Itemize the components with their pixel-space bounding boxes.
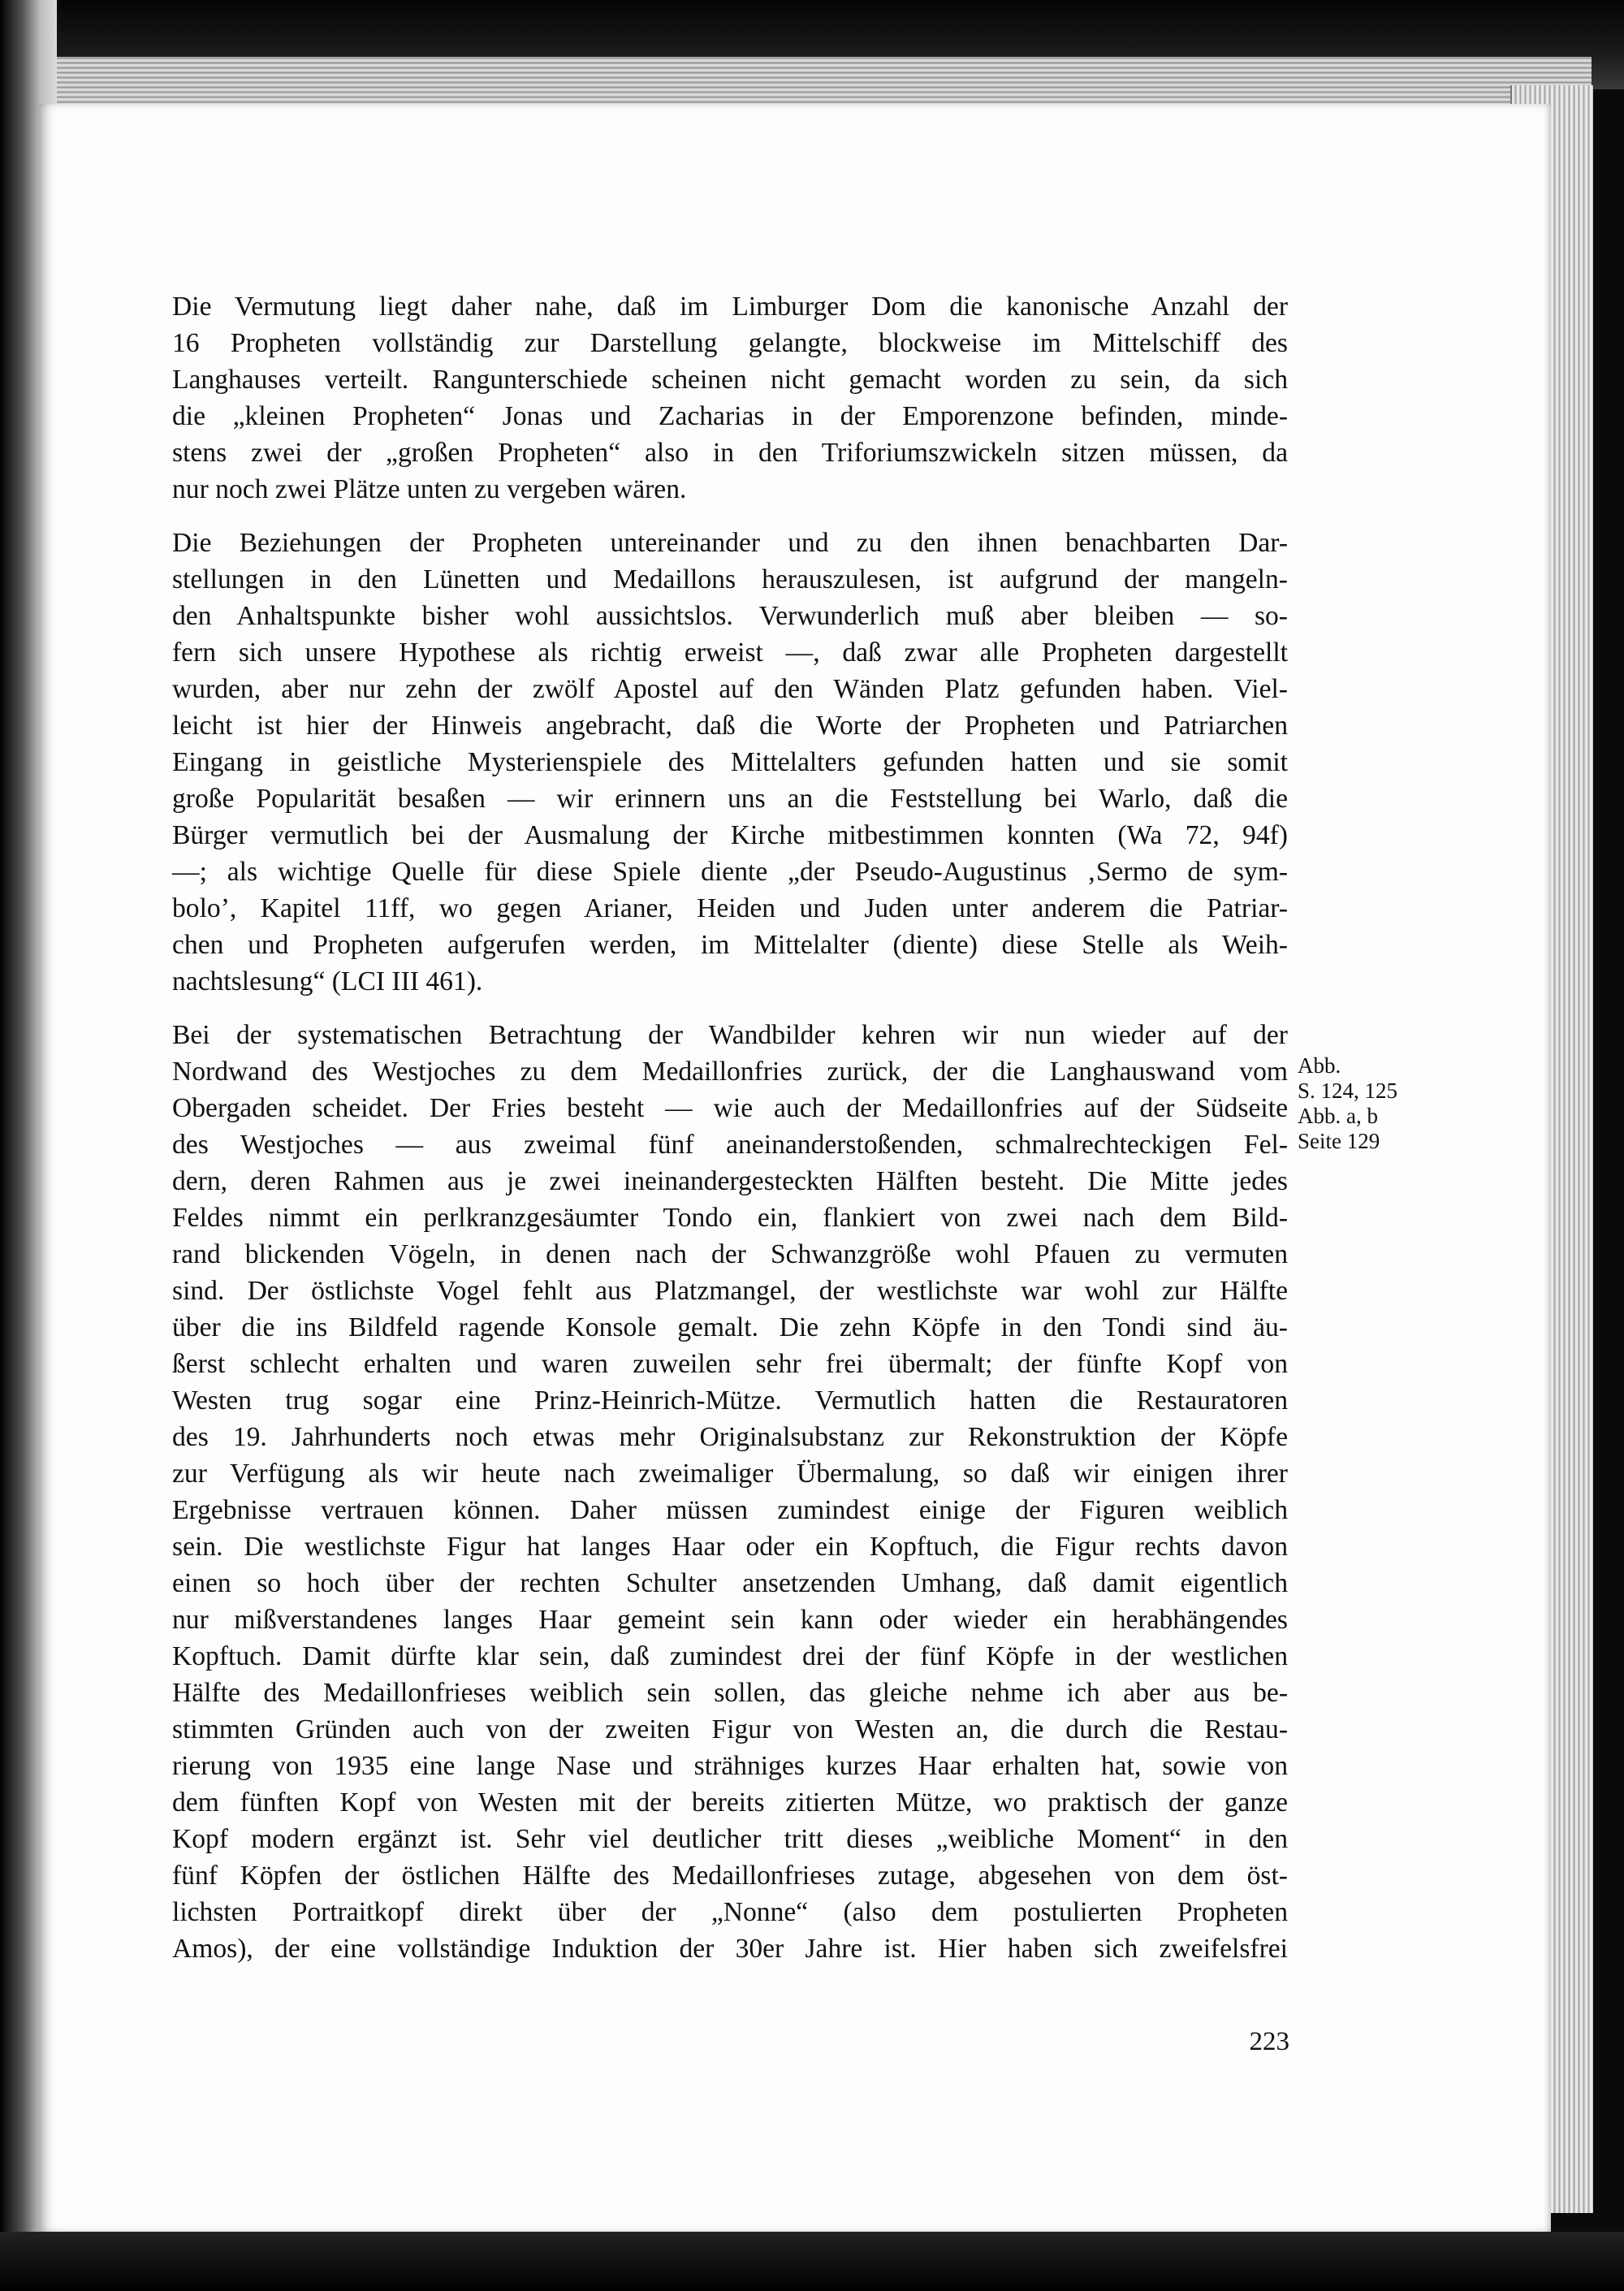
paragraph-3: [172, 1017, 1288, 1967]
text-line: ßerst schlecht erhalten und waren zuweilen sehr frei übermalt; der fünfte Kopf von: [172, 1349, 1288, 1379]
text-line: dern, deren Rahmen aus je zwei ineinandergesteckten Hälften besteht. Die Mitte jedes: [172, 1166, 1288, 1196]
text-line: 16 Propheten vollständig zur Darstellung gelangte, blockweise im Mittelschiff des: [172, 328, 1288, 358]
paragraph-2: [172, 525, 1288, 1000]
margin-note-line: S. 124, 125: [1298, 1078, 1398, 1103]
text-line: sein. Die westlichste Figur hat langes Haar oder ein Kopftuch, die Figur rechts davon: [172, 1532, 1288, 1562]
text-line: —; als wichtige Quelle für diese Spiele diente „der Pseudo-Augustinus ‚Sermo de sym-: [172, 857, 1288, 887]
text-line: zur Verfügung als wir heute nach zweimaliger Übermalung, so daß wir einigen ihrer: [172, 1459, 1288, 1489]
text-line: rierung von 1935 eine lange Nase und strähniges kurzes Haar erhalten hat, sowie von: [172, 1751, 1288, 1781]
text-line: sind. Der östlichste Vogel fehlt aus Platzmangel, der westlichste war wohl zur Hälfte: [172, 1276, 1288, 1306]
text-line: Bürger vermutlich bei der Ausmalung der Kirche mitbestimmen konnten (Wa 72, 94f): [172, 820, 1288, 850]
text-line: große Popularität besaßen — wir erinnern uns an die Feststellung bei Warlo, daß die: [172, 784, 1288, 814]
text-line: bolo’, Kapitel 11ff, wo gegen Arianer, Heiden und Juden unter anderem die Patriar-: [172, 893, 1288, 923]
text-line: stimmten Gründen auch von der zweiten Figur von Westen an, die durch die Restau-: [172, 1714, 1288, 1744]
text-line: leicht ist hier der Hinweis angebracht, daß die Worte der Propheten und Patriarchen: [172, 711, 1288, 741]
text-line: Feldes nimmt ein perlkranzgesäumter Tondo ein, flankiert von zwei nach dem Bild-: [172, 1203, 1288, 1233]
text-line: wurden, aber nur zehn der zwölf Apostel auf den Wänden Platz gefunden haben. Viel-: [172, 674, 1288, 704]
text-line: Die Beziehungen der Propheten untereinander und zu den ihnen benachbarten Dar-: [172, 528, 1288, 558]
text-line: Eingang in geistliche Mysterienspiele des Mittelalters gefunden hatten und sie somit: [172, 747, 1288, 777]
text-line: des Westjoches — aus zweimal fünf aneinanderstoßenden, schmalrechteckigen Fel-: [172, 1130, 1288, 1160]
margin-note-line: Seite 129: [1298, 1129, 1380, 1153]
text-line: Kopftuch. Damit dürfte klar sein, daß zumindest drei der fünf Köpfe in der westlichen: [172, 1641, 1288, 1671]
text-line: dem fünften Kopf von Westen mit der bereits zitierten Mütze, wo praktisch der ganze: [172, 1787, 1288, 1818]
scan-bottom-edge: [0, 2232, 1624, 2291]
margin-note-figure-reference: [1298, 1053, 1452, 1154]
text-line: stens zwei der „großen Propheten“ also in den Triforiumszwickeln sitzen müssen, da: [172, 438, 1288, 468]
text-line: einen so hoch über der rechten Schulter ansetzenden Umhang, daß damit eigentlich: [172, 1568, 1288, 1598]
text-line: Ergebnisse vertrauen können. Daher müssen zumindest einige der Figuren weiblich: [172, 1495, 1288, 1525]
paragraph-1: [172, 288, 1288, 508]
text-line: Langhauses verteilt. Rangunterschiede scheinen nicht gemacht worden zu sein, da sich: [172, 365, 1288, 395]
text-line: fern sich unsere Hypothese als richtig erweist —, daß zwar alle Propheten dargestellt: [172, 638, 1288, 668]
text-line: fünf Köpfen der östlichen Hälfte des Medaillonfrieses zutage, abgesehen von dem öst-: [172, 1861, 1288, 1891]
text-line: Hälfte des Medaillonfrieses weiblich sein sollen, das gleiche nehme ich aber aus be-: [172, 1678, 1288, 1708]
text-line: des 19. Jahrhunderts noch etwas mehr Originalsubstanz zur Rekonstruktion der Köpfe: [172, 1422, 1288, 1452]
text-line: nur noch zwei Plätze unten zu vergeben wären.: [172, 474, 687, 504]
text-line: stellungen in den Lünetten und Medaillons herauszulesen, ist aufgrund der mangeln-: [172, 564, 1288, 594]
body-text: [172, 288, 1288, 1967]
text-line: Nordwand des Westjoches zu dem Medaillonfries zurück, der die Langhauswand vom: [172, 1057, 1288, 1087]
page-number: 223: [1249, 2027, 1289, 2056]
text-line: über die ins Bildfeld ragende Konsole gemalt. Die zehn Köpfe in den Tondi sind äu-: [172, 1312, 1288, 1342]
text-line: nachtslesung“ (LCI III 461).: [172, 966, 483, 996]
text-line: Die Vermutung liegt daher nahe, daß im Limburger Dom die kanonische Anzahl der: [172, 292, 1288, 322]
text-line: den Anhaltspunkte bisher wohl aussichtslos. Verwunderlich muß aber bleiben — so-: [172, 601, 1288, 631]
margin-note-line: Abb.: [1298, 1053, 1341, 1078]
text-line: Obergaden scheidet. Der Fries besteht — wie auch der Medaillonfries auf der Südseite: [172, 1093, 1288, 1123]
text-line: chen und Propheten aufgerufen werden, im Mittelalter (diente) diese Stelle als Weih-: [172, 930, 1288, 960]
margin-note-line: Abb. a, b: [1298, 1104, 1378, 1128]
text-line: die „kleinen Propheten“ Jonas und Zacharias in der Emporenzone befinden, minde-: [172, 401, 1288, 431]
text-line: Amos), der eine vollständige Induktion der 30er Jahre ist. Hier haben sich zweifelsfrei: [172, 1934, 1288, 1964]
text-line: lichsten Portraitkopf direkt über der „Nonne“ (also dem postulierten Propheten: [172, 1897, 1288, 1927]
text-line: Westen trug sogar eine Prinz-Heinrich-Mütze. Vermutlich hatten die Restauratoren: [172, 1385, 1288, 1416]
text-line: Bei der systematischen Betrachtung der Wandbilder kehren wir nun wieder auf der: [172, 1020, 1288, 1050]
text-line: Kopf modern ergänzt ist. Sehr viel deutlicher tritt dieses „weibliche Moment“ in den: [172, 1824, 1288, 1854]
text-line: rand blickenden Vögeln, in denen nach der Schwanzgröße wohl Pfauen zu vermuten: [172, 1239, 1288, 1269]
text-line: nur mißverstandenes langes Haar gemeint sein kann oder wieder ein herabhängendes: [172, 1605, 1288, 1635]
page-edges-top: [49, 57, 1592, 106]
